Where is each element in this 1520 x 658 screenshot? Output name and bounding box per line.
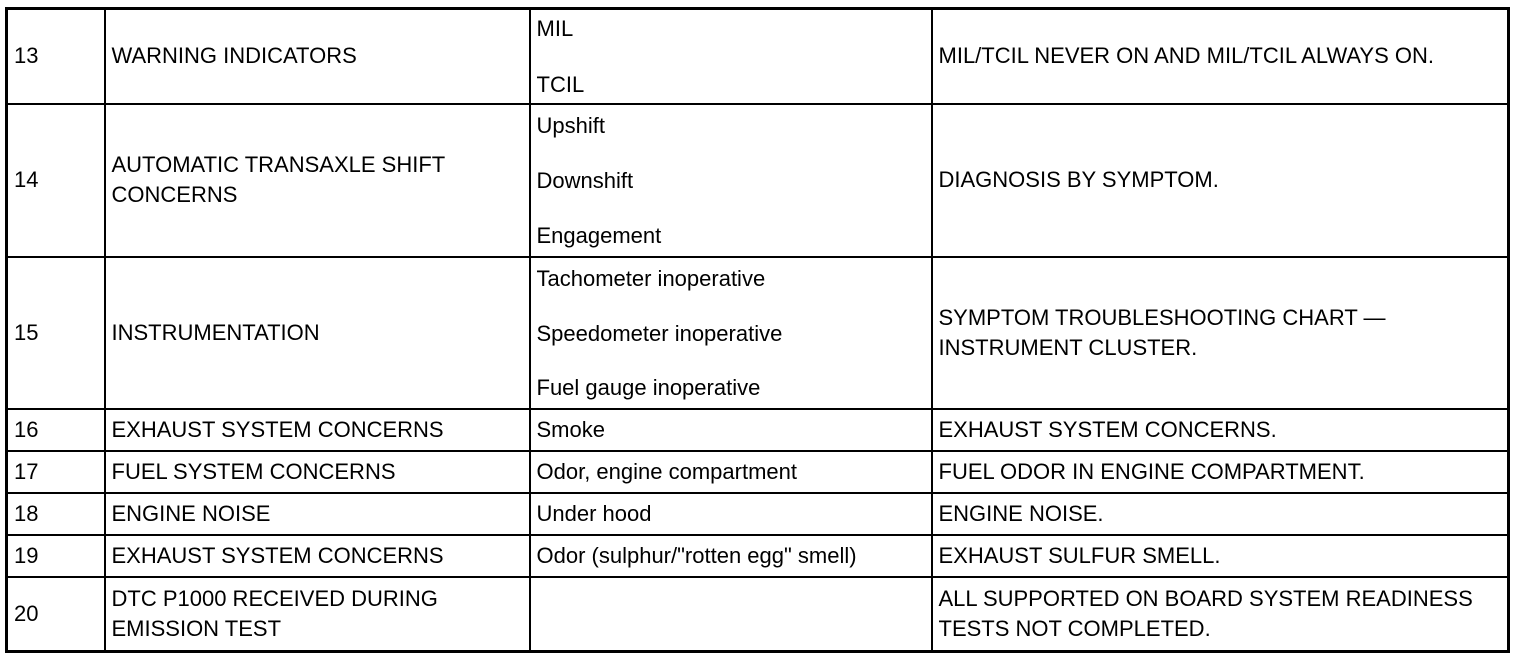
row-number: 18: [7, 493, 105, 535]
symptom-cell: WARNING INDICATORS: [105, 9, 530, 104]
table-row: [7, 257, 1509, 409]
action-cell: ENGINE NOISE.: [932, 493, 1509, 535]
table-row: [7, 493, 1509, 535]
symptom-cell: EXHAUST SYSTEM CONCERNS: [105, 409, 530, 451]
symptom-cell: INSTRUMENTATION: [105, 257, 530, 409]
condition-item: Engagement: [536, 223, 662, 248]
table-row: [7, 9, 1509, 104]
condition-cell: [530, 577, 932, 652]
condition-item: MIL: [536, 16, 574, 42]
row-number: 15: [7, 257, 105, 409]
condition-cell: [530, 104, 932, 257]
symptom-cell: FUEL SYSTEM CONCERNS: [105, 451, 530, 493]
action-cell: FUEL ODOR IN ENGINE COMPARTMENT.: [932, 451, 1509, 493]
condition-item: Upshift: [536, 113, 605, 138]
symptom-cell: DTC P1000 RECEIVED DURING EMISSION TEST: [105, 577, 530, 652]
action-cell: MIL/TCIL NEVER ON AND MIL/TCIL ALWAYS ON.: [932, 9, 1509, 104]
row-number: 19: [7, 535, 105, 577]
action-cell: EXHAUST SYSTEM CONCERNS.: [932, 409, 1509, 451]
row-number: 14: [7, 104, 105, 257]
row-number: 13: [7, 9, 105, 104]
condition-cell: Smoke: [530, 409, 932, 451]
action-cell: SYMPTOM TROUBLESHOOTING CHART — INSTRUMENT CLUSTER.: [932, 257, 1509, 409]
condition-cell: Under hood: [530, 493, 932, 535]
action-cell: ALL SUPPORTED ON BOARD SYSTEM READINESS TESTS NOT COMPLETED.: [932, 577, 1509, 652]
row-number: 16: [7, 409, 105, 451]
row-number: 17: [7, 451, 105, 493]
condition-item: Tachometer inoperative: [536, 266, 766, 291]
symptom-cell: AUTOMATIC TRANSAXLE SHIFT CONCERNS: [105, 104, 530, 257]
action-cell: DIAGNOSIS BY SYMPTOM.: [932, 104, 1509, 257]
symptom-cell: ENGINE NOISE: [105, 493, 530, 535]
action-cell: EXHAUST SULFUR SMELL.: [932, 535, 1509, 577]
row-number: 20: [7, 577, 105, 652]
condition-cell: Odor, engine compartment: [530, 451, 932, 493]
table-row: [7, 104, 1509, 257]
condition-cell: [530, 9, 932, 104]
table-row: [7, 535, 1509, 577]
table-row: [7, 409, 1509, 451]
condition-item: Speedometer inoperative: [536, 320, 783, 346]
condition-cell: Odor (sulphur/"rotten egg" smell): [530, 535, 932, 577]
symptom-troubleshooting-table: [5, 7, 1510, 653]
condition-cell: [530, 257, 932, 409]
table-row: [7, 577, 1509, 652]
condition-item: TCIL: [536, 72, 585, 98]
symptom-cell: EXHAUST SYSTEM CONCERNS: [105, 535, 530, 577]
table-row: [7, 451, 1509, 493]
condition-item: Fuel gauge inoperative: [536, 375, 761, 400]
condition-item: Downshift: [536, 168, 634, 193]
